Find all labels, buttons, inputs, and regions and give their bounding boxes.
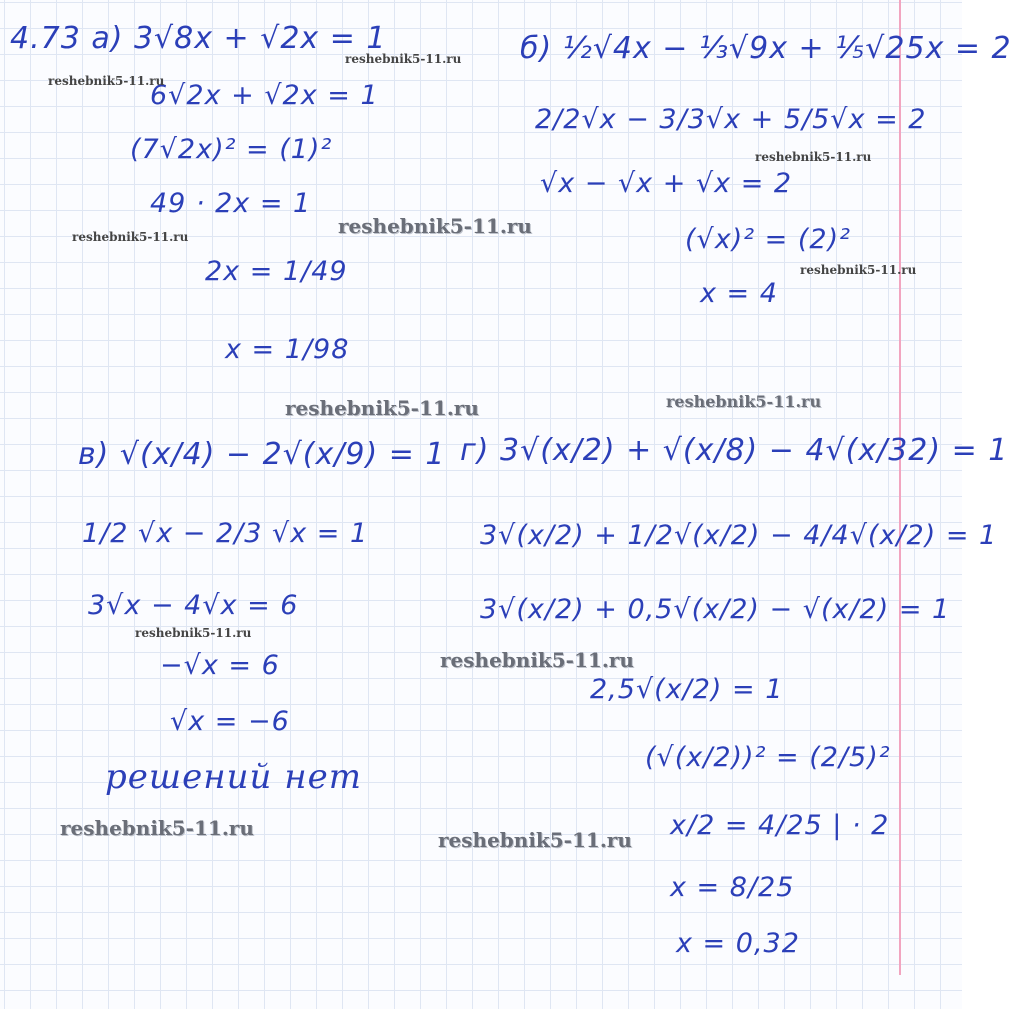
watermark-small: reshebnik5-11.ru bbox=[48, 74, 165, 88]
watermark-small: reshebnik5-11.ru bbox=[72, 230, 189, 244]
watermark-large: reshebnik5-11.ru bbox=[438, 828, 632, 852]
problem-v-header: в) √(x/4) − 2√(x/9) = 1 bbox=[78, 437, 446, 472]
problem-v-line-4: √x = −6 bbox=[170, 706, 290, 737]
problem-g-line-5: x/2 = 4/25 | · 2 bbox=[670, 810, 890, 841]
problem-v-line-1: 1/2 √x − 2/3 √x = 1 bbox=[82, 518, 369, 549]
watermark-small: reshebnik5-11.ru bbox=[755, 150, 872, 164]
problem-v-conclusion: решений нет bbox=[105, 757, 362, 797]
watermark-large: reshebnik5-11.ru bbox=[338, 214, 532, 238]
margin-line bbox=[899, 0, 901, 975]
problem-g-line-4: (√(x/2))² = (2/5)² bbox=[645, 742, 891, 773]
problem-a-line-5: x = 1/98 bbox=[225, 334, 350, 365]
problem-g-line-7: x = 0,32 bbox=[676, 928, 800, 959]
problem-a-line-3: 49 · 2x = 1 bbox=[150, 188, 312, 219]
problem-b-line-4: x = 4 bbox=[700, 278, 778, 309]
watermark-large: reshebnik5-11.ru bbox=[60, 816, 254, 840]
problem-a-line-2: (7√2x)² = (1)² bbox=[130, 134, 333, 165]
problem-a-line-4: 2x = 1/49 bbox=[205, 256, 348, 287]
watermark-small: reshebnik5-11.ru bbox=[800, 263, 917, 277]
problem-g-line-2: 3√(x/2) + 0,5√(x/2) − √(x/2) = 1 bbox=[480, 594, 951, 625]
problem-v-line-2: 3√x − 4√x = 6 bbox=[88, 590, 299, 621]
problem-b-line-3: (√x)² = (2)² bbox=[685, 224, 851, 255]
problem-g-header: г) 3√(x/2) + √(x/8) − 4√(x/32) = 1 bbox=[460, 433, 1009, 468]
problem-g-line-3: 2,5√(x/2) = 1 bbox=[590, 674, 784, 705]
problem-b-line-1: 2/2√x − 3/3√x + 5/5√x = 2 bbox=[535, 104, 927, 135]
watermark-small: reshebnik5-11.ru bbox=[135, 626, 252, 640]
problem-a-line-1: 6√2x + √2x = 1 bbox=[150, 80, 379, 111]
watermark-large: reshebnik5-11.ru bbox=[440, 648, 634, 672]
problem-b-line-2: √x − √x + √x = 2 bbox=[540, 168, 793, 199]
problem-v-line-3: −√x = 6 bbox=[160, 650, 280, 681]
watermark-small: reshebnik5-11.ru bbox=[345, 52, 462, 66]
problem-b-header: б) ½√4x − ⅓√9x + ⅕√25x = 2 bbox=[520, 31, 1012, 66]
problem-a-header: 4.73 а) 3√8x + √2x = 1 bbox=[10, 21, 387, 56]
watermark-large: reshebnik5-11.ru bbox=[285, 396, 479, 420]
problem-g-line-6: x = 8/25 bbox=[670, 872, 795, 903]
problem-g-line-1: 3√(x/2) + 1/2√(x/2) − 4/4√(x/2) = 1 bbox=[480, 520, 998, 551]
watermark-large: reshebnik5-11.ru bbox=[666, 392, 822, 411]
